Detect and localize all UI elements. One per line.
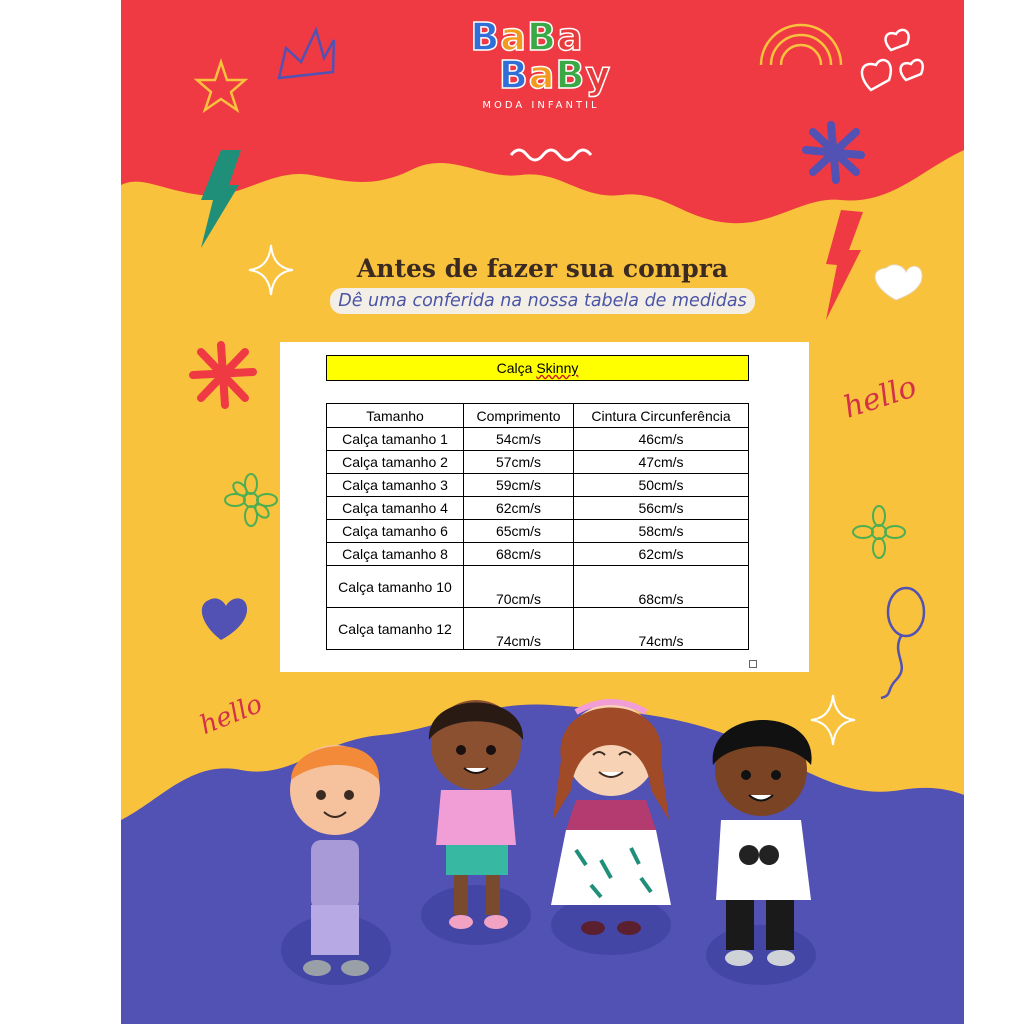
size-cell: Calça tamanho 8	[327, 543, 464, 566]
heart-purple-icon	[202, 598, 247, 640]
table-row	[327, 474, 749, 497]
table-title-word: Skinny	[536, 360, 579, 376]
size-cell: Calça tamanho 12	[327, 608, 464, 650]
brand-letter: y	[585, 53, 612, 97]
table-row	[327, 608, 749, 650]
brand-letter: a	[500, 15, 527, 59]
table-resize-handle[interactable]	[749, 660, 757, 668]
balloon-icon	[881, 588, 924, 698]
flower-right-icon	[853, 506, 905, 558]
header-comprimento: Comprimento	[464, 404, 574, 428]
table-header-row	[327, 404, 749, 428]
brand-logo-line1	[433, 15, 621, 59]
length-cell: 57cm/s	[464, 451, 574, 474]
size-cell: Calça tamanho 4	[327, 497, 464, 520]
table-row	[327, 543, 749, 566]
header-tamanho: Tamanho	[327, 404, 464, 428]
asterisk-purple-icon	[806, 125, 861, 180]
length-cell: 74cm/s	[464, 608, 574, 650]
waist-cell: 46cm/s	[574, 428, 749, 451]
asterisk-red-icon	[193, 345, 253, 405]
waist-cell: 47cm/s	[574, 451, 749, 474]
length-cell: 68cm/s	[464, 543, 574, 566]
brand-letter: a	[556, 15, 584, 59]
size-cell: Calça tamanho 1	[327, 428, 464, 451]
waist-cell: 50cm/s	[574, 474, 749, 497]
header-cintura: Cintura Circunferência	[574, 404, 749, 428]
subheadline-wrapper	[121, 288, 964, 314]
size-cell: Calça tamanho 6	[327, 520, 464, 543]
brand-letter: B	[555, 53, 586, 97]
table-row	[327, 428, 749, 451]
child-boy-dark-illustration	[706, 720, 816, 985]
brand-letter: B	[470, 15, 501, 59]
subheadline: Dê uma conferida na nossa tabela de medidas	[330, 288, 755, 314]
brand-logo	[461, 15, 621, 138]
table-row	[327, 451, 749, 474]
table-title-prefix: Calça	[496, 360, 537, 376]
length-cell: 54cm/s	[464, 428, 574, 451]
table-row	[327, 566, 749, 608]
length-cell: 65cm/s	[464, 520, 574, 543]
length-cell: 70cm/s	[464, 566, 574, 608]
waist-cell: 74cm/s	[574, 608, 749, 650]
length-cell: 62cm/s	[464, 497, 574, 520]
size-table	[326, 403, 749, 650]
brand-letter: B	[498, 53, 529, 97]
waist-cell: 68cm/s	[574, 566, 749, 608]
waist-cell: 58cm/s	[574, 520, 749, 543]
child-girl-auburn-illustration	[551, 702, 671, 955]
size-cell: Calça tamanho 10	[327, 566, 464, 608]
headline: Antes de fazer sua compra	[356, 254, 729, 283]
size-cell: Calça tamanho 2	[327, 451, 464, 474]
length-cell: 59cm/s	[464, 474, 574, 497]
brand-logo-line2	[489, 53, 621, 97]
size-cell: Calça tamanho 3	[327, 474, 464, 497]
waist-cell: 56cm/s	[574, 497, 749, 520]
brand-letter: a	[528, 53, 556, 97]
sparkle-right-icon	[811, 695, 855, 745]
table-title	[326, 355, 749, 381]
waist-cell: 62cm/s	[574, 543, 749, 566]
table-row	[327, 520, 749, 543]
hello-doodle-left: hello	[195, 689, 267, 741]
poster	[121, 0, 964, 1024]
brand-letter: B	[527, 15, 557, 59]
size-chart-sheet	[280, 342, 809, 672]
flower-left-icon	[225, 474, 277, 526]
purple-wave-shape	[121, 704, 964, 1024]
hello-doodle-right: hello	[839, 369, 921, 426]
table-row	[327, 497, 749, 520]
brand-tagline: MODA INFANTIL	[482, 100, 600, 111]
